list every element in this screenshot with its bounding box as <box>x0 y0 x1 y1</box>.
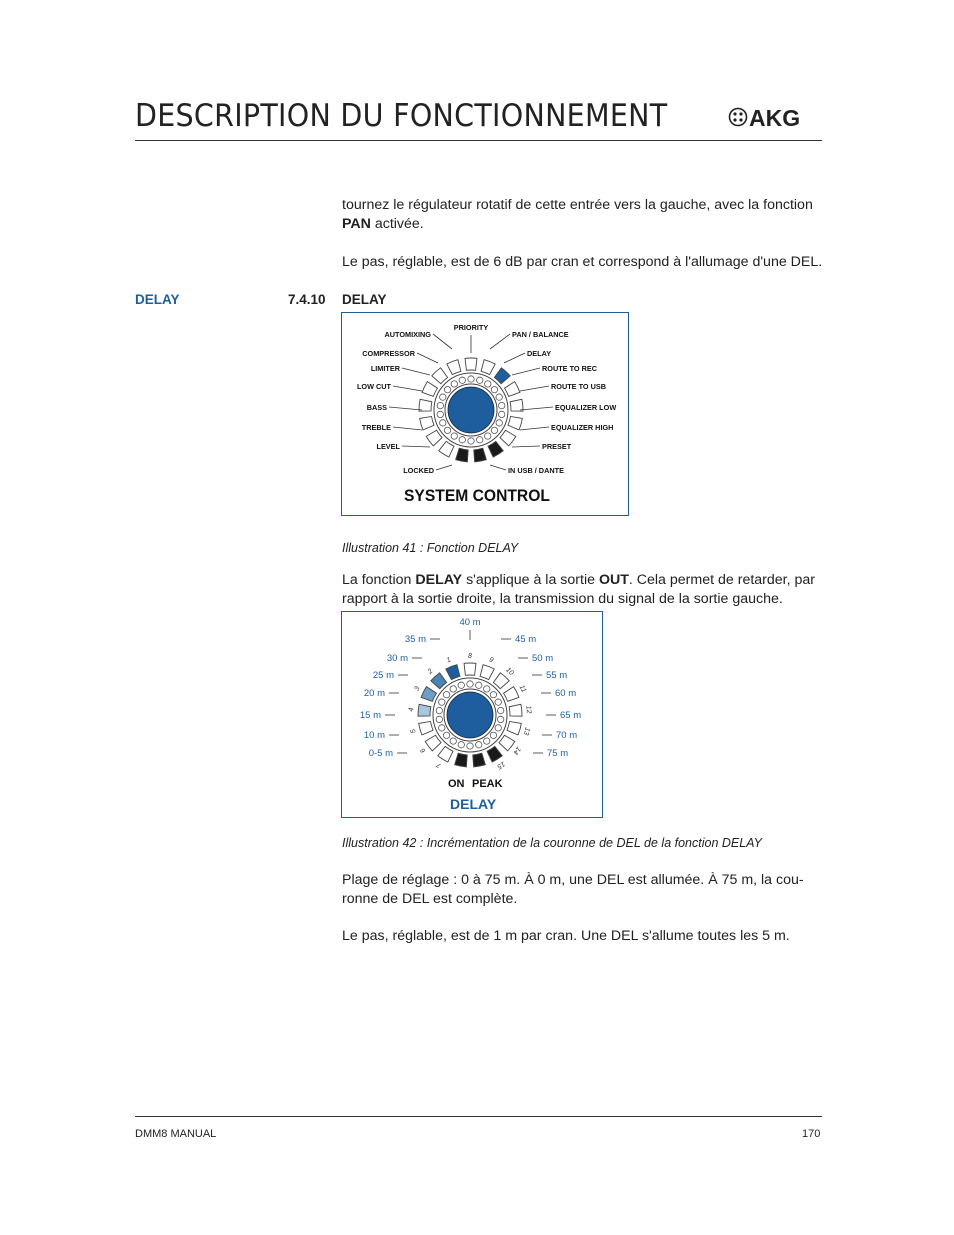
distance-label: 75 m <box>547 748 569 759</box>
knob-grip <box>458 742 464 748</box>
led-segment <box>456 448 469 462</box>
label-leader <box>436 465 452 470</box>
knob-cap <box>447 692 493 738</box>
function-label: ROUTE TO USB <box>551 382 607 391</box>
led-number: 4 <box>408 707 416 712</box>
led-segment <box>464 663 476 675</box>
led-segment <box>481 360 495 375</box>
function-label: ROUTE TO REC <box>542 364 598 373</box>
knob-grip <box>439 725 445 731</box>
knob-grip <box>437 411 443 417</box>
led-number: 15 <box>495 759 506 770</box>
led-segment <box>488 441 503 457</box>
knob-grip <box>459 437 465 443</box>
function-label: BASS <box>366 403 387 412</box>
distance-label: 65 m <box>560 710 582 721</box>
led-segment <box>494 368 510 384</box>
led-number: 7 <box>435 760 443 769</box>
paragraph-1-line-2 <box>342 215 822 234</box>
led-segment <box>487 746 502 762</box>
label-leader <box>402 446 430 447</box>
knob-grip <box>458 682 464 688</box>
led-segment <box>420 416 434 429</box>
knob-grip <box>496 420 502 426</box>
led-number: 1 <box>445 656 452 665</box>
label-leader <box>512 368 540 375</box>
distance-label: 60 m <box>555 688 577 699</box>
knob-grip <box>490 691 496 697</box>
label-leader <box>402 368 430 375</box>
led-number: 10 <box>504 666 515 677</box>
p3-part-b: s'applique à la sortie <box>462 572 599 588</box>
knob-grip <box>477 377 483 383</box>
paragraph-5: Le pas, réglable, est de 1 m par cran. Une DEL s'allume toutes les 5 m. <box>342 928 790 944</box>
led-segment <box>473 753 486 767</box>
akg-logo <box>728 104 824 130</box>
out-keyword: OUT <box>598 572 629 588</box>
knob-grip <box>450 738 456 744</box>
distance-label: 30 m <box>386 653 408 664</box>
function-label: AUTOMIXING <box>384 330 431 339</box>
paragraph-4-line-1: Plage de réglage : 0 à 75 m. À 0 m, une DEL est allumée. À 75 m, la cou- <box>342 872 804 888</box>
knob-grip <box>439 699 445 705</box>
knob-grip <box>476 682 482 688</box>
led-number: 12 <box>524 705 533 714</box>
function-label: LEVEL <box>376 442 400 451</box>
knob-grip <box>497 716 503 722</box>
function-label: EQUALIZER HIGH <box>551 423 614 432</box>
led-segment <box>507 721 521 734</box>
caption-42: Illustration 42 : Incrémentation de la couronne de DEL de la fonction DELAY <box>342 836 762 850</box>
led-number: 11 <box>517 684 528 694</box>
footer-rule <box>135 1116 822 1117</box>
knob-grip <box>437 402 443 408</box>
paragraph-2: Le pas, réglable, est de 6 dB par cran et correspond à l'allumage d'une DEL. <box>342 254 823 270</box>
distance-label: 15 m <box>359 710 381 721</box>
function-label: DELAY <box>527 349 552 358</box>
knob-grip <box>497 707 503 713</box>
led-number: 8 <box>468 653 472 660</box>
distance-label: 45 m <box>515 634 537 645</box>
delay-keyword: DELAY <box>415 572 463 588</box>
led-number: 14 <box>511 745 522 756</box>
knob-grip <box>476 742 482 748</box>
knob-grip <box>495 699 501 705</box>
distance-label: 10 m <box>363 730 385 741</box>
brand-text: AKG <box>749 105 801 130</box>
label-leader <box>490 334 510 349</box>
label-leader <box>393 427 422 430</box>
led-segment <box>432 368 448 384</box>
function-label: LOCKED <box>403 466 434 475</box>
distance-label: 0-5 m <box>368 748 393 759</box>
knob-grip <box>440 394 446 400</box>
distance-label: 55 m <box>546 670 568 681</box>
label-leader <box>520 386 549 391</box>
distance-label: 25 m <box>372 670 394 681</box>
knob-grip <box>444 386 450 392</box>
label-leader <box>490 465 506 470</box>
function-label: LIMITER <box>370 364 400 373</box>
led-segment <box>455 753 468 767</box>
function-label: PRESET <box>542 442 572 451</box>
led-segment <box>505 382 520 397</box>
led-ring <box>419 358 523 462</box>
knob-grip <box>468 376 474 382</box>
knob-grip <box>498 402 504 408</box>
knob-grip <box>467 681 473 687</box>
knob-grip <box>484 686 490 692</box>
label-leader <box>389 407 422 410</box>
footer-page-number: 170 <box>802 1128 821 1140</box>
led-number: 6 <box>419 746 428 754</box>
side-label-delay: DELAY <box>135 292 180 307</box>
led-segment <box>500 430 516 446</box>
knob-cap <box>448 387 494 433</box>
paragraph-4 <box>342 871 822 909</box>
header-rule <box>135 140 822 141</box>
led-segment <box>510 399 523 411</box>
knob-grip <box>451 433 457 439</box>
label-leader <box>520 427 549 430</box>
knob-grip <box>451 381 457 387</box>
paragraph-1 <box>342 196 822 234</box>
led-number: 3 <box>413 685 422 693</box>
label-leader <box>512 446 540 447</box>
knob-grip <box>467 743 473 749</box>
distance-label: 20 m <box>363 688 385 699</box>
pan-keyword: PAN <box>342 216 371 232</box>
knob-grip <box>459 377 465 383</box>
distance-label: 50 m <box>532 653 554 664</box>
knob-grip <box>485 381 491 387</box>
led-segment <box>419 721 433 734</box>
knob-grip <box>468 438 474 444</box>
knob-grip <box>490 732 496 738</box>
led-segment <box>509 704 522 716</box>
led-segment <box>425 735 441 751</box>
system-control-title: SYSTEM CONTROL <box>404 486 550 506</box>
knob-grip <box>496 394 502 400</box>
section-title: DELAY <box>342 292 387 307</box>
distance-label: 40 m <box>459 617 481 628</box>
knob-grip <box>495 725 501 731</box>
led-number: 5 <box>409 728 418 734</box>
delay-panel-title: DELAY <box>450 796 497 812</box>
knob-grip <box>498 411 504 417</box>
led-segment <box>493 673 509 689</box>
delay-led-ring <box>418 663 522 767</box>
led-segment <box>499 735 515 751</box>
paragraph-3-line-2: rapport à la sortie droite, la transmission du signal de la sortie gauche. <box>342 591 783 607</box>
paragraph-1-line-1: tournez le régulateur rotatif de cette entrée vers la gauche, avec la fonction <box>342 197 813 213</box>
knob-grip <box>491 427 497 433</box>
caption-41: Illustration 41 : Fonction DELAY <box>342 541 519 555</box>
led-segment <box>447 360 461 375</box>
paragraph-3 <box>342 571 832 609</box>
paragraph-1-rest: activée. <box>370 216 424 232</box>
function-label: PRIORITY <box>453 323 489 332</box>
paragraph-3-line-1 <box>342 571 832 590</box>
paragraph-4-line-2: ronne de DEL est complète. <box>342 891 518 907</box>
led-segment <box>421 687 436 702</box>
led-number: 9 <box>488 656 495 665</box>
led-segment <box>508 416 522 429</box>
led-number: 2 <box>426 667 435 676</box>
function-label: COMPRESSOR <box>362 349 415 358</box>
page-title: DESCRIPTION DU FONCTIONNEMENT <box>135 98 668 134</box>
label-leader <box>393 386 422 391</box>
distance-label: 70 m <box>556 730 578 741</box>
p3-part-a: La fonction <box>342 572 416 588</box>
knob-grip <box>491 386 497 392</box>
led-segment <box>426 430 442 446</box>
delay-figure <box>341 611 603 818</box>
knob-grip <box>443 691 449 697</box>
on-label: ON <box>448 778 465 790</box>
function-label: TREBLE <box>361 423 391 432</box>
knob-grip <box>436 716 442 722</box>
p3-part-c: . Cela permet de retarder, par <box>628 572 815 588</box>
led-segment <box>419 399 432 411</box>
function-label: PAN / BALANCE <box>512 330 569 339</box>
led-segment <box>438 746 453 762</box>
label-leader <box>504 353 525 363</box>
function-label: LOW CUT <box>356 382 391 391</box>
led-segment <box>418 704 431 716</box>
function-label: IN USB / DANTE <box>508 466 564 475</box>
knob-grip <box>440 420 446 426</box>
knob-grip <box>450 686 456 692</box>
knob-grip <box>477 437 483 443</box>
knob-grip <box>436 707 442 713</box>
knob-grip <box>485 433 491 439</box>
knob-grip <box>443 732 449 738</box>
led-segment <box>474 448 487 462</box>
system-control-figure <box>341 312 629 516</box>
distance-label: 35 m <box>404 634 426 645</box>
led-segment <box>422 382 437 397</box>
footer-manual: DMM8 MANUAL <box>135 1128 217 1140</box>
label-leader <box>417 353 438 363</box>
led-segment <box>504 687 519 702</box>
led-segment <box>480 665 494 680</box>
knob-grip <box>444 427 450 433</box>
led-number: 13 <box>521 726 531 736</box>
label-leader <box>433 334 452 349</box>
knob-grip <box>484 738 490 744</box>
label-leader <box>520 407 553 410</box>
led-segment <box>439 441 454 457</box>
led-segment <box>431 673 447 689</box>
section-number: 7.4.10 <box>288 292 326 307</box>
peak-label: PEAK <box>472 778 503 790</box>
led-segment <box>446 665 460 680</box>
led-segment <box>465 358 477 370</box>
function-label: EQUALIZER LOW <box>555 403 617 412</box>
